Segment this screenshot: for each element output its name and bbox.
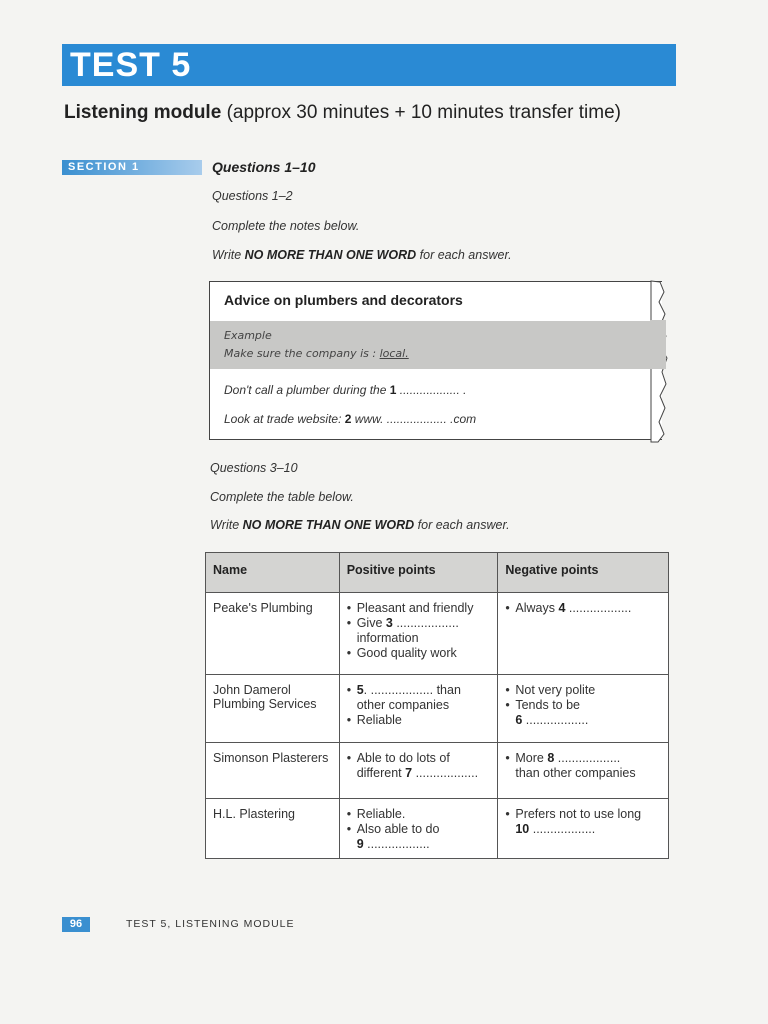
note-line-2-num: 2 xyxy=(344,412,352,426)
list-item xyxy=(505,751,661,781)
table-row xyxy=(206,743,669,799)
list-item xyxy=(347,751,491,781)
torn-edge-decoration xyxy=(650,276,674,448)
col-header-name: Name xyxy=(206,553,340,593)
notes-example-band xyxy=(210,321,666,369)
test-label: TEST 5 xyxy=(70,46,192,84)
list-item xyxy=(347,822,491,852)
cell-negative xyxy=(498,593,669,675)
item-number: 7 xyxy=(405,766,413,780)
item-text: Reliable. xyxy=(356,807,406,821)
module-title xyxy=(64,102,621,124)
note-line-2-gap[interactable]: www. .................. .com xyxy=(354,412,477,426)
write-bold: NO MORE THAN ONE WORD xyxy=(242,518,415,532)
item-number: 3 xyxy=(385,616,393,630)
part1-heading: Questions 1–2 xyxy=(212,189,293,203)
answer-gap[interactable]: .................. xyxy=(554,751,621,765)
running-title: TEST 5, LISTENING MODULE xyxy=(126,918,295,930)
note-line-1-text: Don't call a plumber during the xyxy=(224,383,387,397)
item-number: 6 xyxy=(515,713,523,727)
list-item xyxy=(347,601,491,616)
item-text: different xyxy=(356,766,402,780)
cell-positive xyxy=(339,593,498,675)
answer-gap[interactable]: .................. xyxy=(529,822,596,836)
col-header-negative: Negative points xyxy=(498,553,669,593)
write-suffix: for each answer. xyxy=(419,248,512,262)
list-item xyxy=(347,616,491,646)
cell-positive xyxy=(339,799,498,859)
table-header-row xyxy=(206,553,669,593)
item-text: Good quality work xyxy=(356,646,457,660)
item-text: Also able to do xyxy=(356,822,440,836)
cell-negative xyxy=(498,799,669,859)
note-line-1-gap[interactable]: .................. . xyxy=(399,383,467,397)
item-text: Give xyxy=(356,616,383,630)
list-item xyxy=(505,683,661,698)
item-text: than other companies xyxy=(515,766,636,780)
plumbers-table xyxy=(205,552,669,859)
write-suffix: for each answer. xyxy=(417,518,510,532)
list-item xyxy=(347,807,491,822)
notes-box xyxy=(209,281,662,440)
item-text: Pleasant and friendly xyxy=(356,601,474,615)
write-prefix: Write xyxy=(212,248,242,262)
section-label: SECTION 1 xyxy=(62,160,202,175)
example-label: Example xyxy=(224,329,272,342)
answer-gap[interactable]: . .................. than xyxy=(363,683,461,697)
write-bold: NO MORE THAN ONE WORD xyxy=(244,248,417,262)
note-line-1 xyxy=(224,383,466,397)
example-prompt: Make sure the company is : xyxy=(224,347,377,360)
note-line-1-num: 1 xyxy=(389,383,397,397)
answer-gap[interactable]: .................. xyxy=(522,713,589,727)
example-text xyxy=(224,347,409,360)
item-text: Prefers not to use long xyxy=(515,807,642,821)
part2-instruction: Complete the table below. xyxy=(210,490,354,504)
item-text: other companies xyxy=(356,698,450,712)
note-line-2-text: Look at trade website: xyxy=(224,412,342,426)
write-prefix: Write xyxy=(210,518,240,532)
item-text: Tends to be xyxy=(515,698,580,712)
cell-name: H.L. Plastering xyxy=(206,799,340,859)
answer-gap[interactable]: .................. xyxy=(392,616,459,630)
col-header-positive: Positive points xyxy=(339,553,498,593)
list-item xyxy=(505,807,661,837)
item-text: Not very polite xyxy=(515,683,596,697)
item-number: 5 xyxy=(356,683,364,697)
questions-main-heading: Questions 1–10 xyxy=(212,159,316,175)
item-text: Always xyxy=(515,601,555,615)
page-number: 96 xyxy=(62,917,90,932)
list-item xyxy=(347,713,491,728)
list-item xyxy=(347,683,491,713)
cell-positive xyxy=(339,675,498,743)
part2-heading: Questions 3–10 xyxy=(210,461,298,475)
list-item xyxy=(505,698,661,728)
example-answer: local. xyxy=(379,347,409,360)
cell-name: Simonson Plasterers xyxy=(206,743,340,799)
cell-negative xyxy=(498,675,669,743)
cell-negative xyxy=(498,743,669,799)
part1-instruction: Complete the notes below. xyxy=(212,219,360,233)
item-number: 10 xyxy=(515,822,530,836)
module-title-rest: (approx 30 minutes + 10 minutes transfer time) xyxy=(226,102,621,123)
table-row xyxy=(206,675,669,743)
cell-name: Peake's Plumbing xyxy=(206,593,340,675)
list-item xyxy=(347,646,491,661)
notes-title: Advice on plumbers and decorators xyxy=(224,292,463,308)
module-title-bold: Listening module xyxy=(64,102,222,123)
cell-positive xyxy=(339,743,498,799)
part2-write-rule xyxy=(210,518,510,532)
table-row xyxy=(206,799,669,859)
test-header-bar xyxy=(62,44,676,86)
cell-name: John Damerol Plumbing Services xyxy=(206,675,340,743)
item-text: Able to do lots of xyxy=(356,751,450,765)
item-text: Reliable xyxy=(356,713,402,727)
item-number: 8 xyxy=(547,751,555,765)
note-line-2 xyxy=(224,412,476,426)
table-row xyxy=(206,593,669,675)
item-text: information xyxy=(356,631,419,645)
item-number: 4 xyxy=(558,601,566,615)
item-text: More xyxy=(515,751,544,765)
answer-gap[interactable]: .................. xyxy=(412,766,479,780)
list-item xyxy=(505,601,661,616)
answer-gap[interactable]: .................. xyxy=(363,837,430,851)
item-number: 9 xyxy=(356,837,364,851)
answer-gap[interactable]: .................. xyxy=(565,601,632,615)
part1-write-rule xyxy=(212,248,512,262)
